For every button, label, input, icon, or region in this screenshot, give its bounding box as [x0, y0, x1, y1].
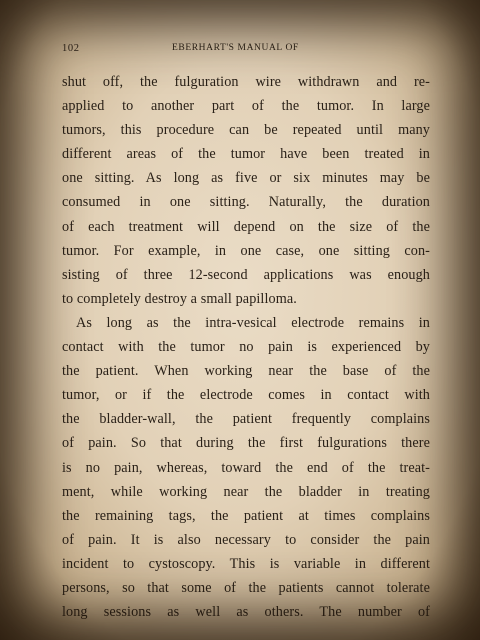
- text-line: tumor, or if the electrode comes in contact with: [62, 387, 430, 404]
- text-line: the remaining tags, the patient at times complains: [62, 507, 430, 524]
- text-line: to completely destroy a small papilloma.: [62, 290, 297, 307]
- text-line: long sessions as well as others. The number of: [62, 604, 430, 621]
- running-title: EBERHART'S MANUAL OF: [172, 43, 299, 53]
- text-line: of pain. It is also necessary to consider the pain: [62, 531, 430, 548]
- text-line: consumed in one sitting. Naturally, the duration: [62, 194, 430, 211]
- text-line: shut off, the fulguration wire withdrawn and re-: [62, 74, 430, 90]
- text-line: of pain. So that during the first fulgurations there: [62, 435, 430, 452]
- text-line: tumor. For example, in one case, one sitting con-: [62, 242, 430, 259]
- text-line: different areas of the tumor have been treated in: [62, 146, 430, 163]
- page-number: 102: [62, 43, 80, 54]
- text-line: incident to cystoscopy. This is variable in different: [62, 555, 430, 572]
- body-text: [62, 70, 430, 624]
- text-line: As long as the intra-vesical electrode remains in: [76, 314, 430, 331]
- text-line: the bladder-wall, the patient frequently complains: [62, 411, 430, 428]
- page-header: [62, 43, 430, 57]
- text-line: of each treatment will depend on the size of the: [62, 218, 430, 235]
- text-line: ment, while working near the bladder in treating: [62, 483, 430, 500]
- text-line: one sitting. As long as five or six minutes may be: [62, 170, 430, 187]
- text-line: is no pain, whereas, toward the end of the treat-: [62, 459, 430, 476]
- text-line: applied to another part of the tumor. In large: [62, 98, 430, 115]
- text-line: contact with the tumor no pain is experienced by: [62, 339, 430, 356]
- text-line: tumors, this procedure can be repeated until many: [62, 122, 430, 139]
- text-line: the patient. When working near the base of the: [62, 363, 430, 380]
- text-line: sisting of three 12-second applications was enough: [62, 266, 430, 283]
- text-line: persons, so that some of the patients cannot tolerate: [62, 579, 430, 596]
